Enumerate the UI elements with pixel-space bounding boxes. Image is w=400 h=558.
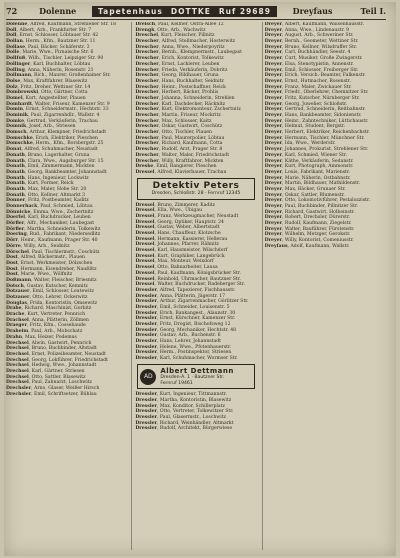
directory-entry: Drabe, Richard, Maschinist, Gorbitz xyxy=(6,306,92,312)
directory-entry: Dreyer, Otto, Lokomotivführer, Pestalozzistr. xyxy=(264,198,371,204)
directory-entry: Dreyer, Richard, Gastwirt, Holbeinstr. xyxy=(264,209,355,215)
directory-entry: Dressler, Otto, Vertreter, Tolkewitzer Str. xyxy=(135,409,234,415)
directory-entry: Dressel, Otto, Bahnarbeiter, Lausa xyxy=(135,265,218,271)
directory-entry: Dressler, Max, Konditor, Schillerplatz xyxy=(135,403,225,409)
directory-entry: Dörschel, Paul, Tischlermstr., Coschütz xyxy=(6,249,100,255)
dettmann-ad-line: Fernruf 19461 xyxy=(160,380,193,386)
directory-entry: Dolse, Max, Kraftfahrer, Blasewitz xyxy=(6,78,88,84)
directory-entry: Dressler, Fritz, Drogist, Bischofsweg 12 xyxy=(135,322,231,328)
directory-entry: Dreyer, August, Arb., Schweriner Str. xyxy=(264,33,354,39)
directory-entry: Dressel, Karl, Hausmeister, Wilschdorf xyxy=(135,248,228,254)
directory-entry: Dreyer, Johannes, Prokurist, Strehlener Str. xyxy=(264,147,369,153)
directory-entry: Dreyer, Georg, Juwelier, Schloßstr. xyxy=(264,101,348,107)
directory-entry: Dressler, Herm., Postinspektor, Striesen xyxy=(135,350,232,356)
directory-entry: Doerfel, Karl, Buchdrucker, Leuben xyxy=(6,215,91,221)
directory-entry: Donner, Fritz, Postbeamter, Kaditz xyxy=(6,198,89,204)
directory-entry: Dreyer, Ida, Wwe., Werderstr. xyxy=(264,141,336,147)
directory-entry: Drechsel, Paul, Zahnarzt, Loschwitz xyxy=(6,380,92,386)
directory-entry: Dreyer, Bruno, Kellner, Wilsdruffer Str. xyxy=(264,44,358,50)
directory-entry: Dressler, Richard, Weinhändler, Altmarkt xyxy=(135,420,234,426)
directory-entry: Dreyer, Paul, Buchbinder, Pillnitzer Str. xyxy=(264,204,359,209)
directory-entry: Dollinger, Karl, Buchhalter, Löbtau xyxy=(6,61,91,67)
directory-entry: Dressler, Emil, Schneider, Louisenstr. 5 xyxy=(135,304,230,310)
directory-entry: Dolenne, Alfred, Kaufmann, Strehlener Str. 18 xyxy=(6,22,117,27)
directory-entry: Drechsler, Arno, Glaser, Weißer Hirsch xyxy=(6,386,100,391)
directory-entry: Dotzauer, Otto, Lehrer, Ockerwitz xyxy=(6,295,88,300)
directory-entry: Drescher, Richard, Kaufmann, Cotta xyxy=(135,141,223,147)
directory-entry: Dreisch, Paul, Kellner, Ostra-Allee 12 xyxy=(135,22,224,27)
directory-entry: Dreyer, Albert, Kaufmann, Waisenhausstr. xyxy=(264,22,365,27)
directory-entry: Domke, Gertrud, Verkäuferin, Trachau xyxy=(6,118,98,124)
directory-entry: Dreyer, Käthe, Verkäuferin, Sedanstr. xyxy=(264,158,354,164)
header-ad-banner xyxy=(92,6,277,17)
directory-entry: Dressler, Helene, Wwe., Pfotenhauerstr. xyxy=(135,344,232,350)
dettmann-logo-icon: AD xyxy=(140,369,156,385)
directory-entry: Donnerhack, Paul, Schmied, Löbtau xyxy=(6,204,93,209)
directory-entry: Dreyer, Herbert, Elektriker, Reichenbachstr. xyxy=(264,130,370,136)
header-right xyxy=(293,6,386,16)
directory-entry: Dreyfaus, Adolf, Kaufmann, Wallstr. xyxy=(264,243,350,249)
directory-entry: Drengk, Otto, Arb., Wachwitz xyxy=(135,27,206,33)
directory-entry: Drescher, Max, Schlosser, Kaitz xyxy=(135,118,212,124)
directory-entry: Dreyer, Emil, Schlosser, Freiberger Str. xyxy=(264,67,359,73)
directory-entry: Dressel, Paul, Kaufmann, Königsbrücker Str. xyxy=(135,270,241,276)
directory-entry: Dost, Ernst, Werkmeister, Dölzschen xyxy=(6,260,93,266)
directory-entry: Dressel, Gustav, Weber, Albertstadt xyxy=(135,225,220,231)
column-1 xyxy=(6,22,127,550)
directory-entry: Draeger, Fritz, Kfm., Cossebaude xyxy=(6,323,86,329)
directory-entry: Drescher, Alfred, Stellmacher, Hosterwitz xyxy=(135,39,236,45)
directory-entry: Dressler, Georg, Mechaniker, Hechtstr. 48 xyxy=(135,327,237,333)
column-2 xyxy=(135,22,256,550)
directory-entry: Draheim, Paul, Arb., Mobschatz xyxy=(6,329,83,335)
directory-entry: Drescher, Oskar, Gastwirt, Coschütz xyxy=(135,124,223,130)
directory-entry: Drechsler, Emil, Schriftsetzer, Bühlau xyxy=(6,391,97,397)
directory-entry: Drechsel, Ernst, Polizeibeamter, Neustadt xyxy=(6,351,106,357)
directory-entry: Donath, Otto, Kellner, Altmarkt 3 xyxy=(6,192,86,198)
directory-entry: Drescher, Willy, Kraftfahrer, Mickten xyxy=(135,158,224,164)
detektiv-ad-subtitle: Dresden, Schloßstr. 28 · Fernruf 12345 xyxy=(151,191,241,197)
header-rule xyxy=(6,19,386,20)
directory-entry: Dreske, Emil, Rangierer, Pieschen xyxy=(135,164,217,170)
directory-entry: Donath, Georg, Bankbeamter, Johannstadt xyxy=(6,169,107,175)
left-keyword: Dolenne xyxy=(39,6,77,16)
directory-entry: Drescher, Walter, Maler, Friedrichstadt xyxy=(135,152,230,158)
directory-entry: Dreyer, Hans, Bankbeamter, Sidonienstr. xyxy=(264,113,362,118)
directory-entry: Dressler, Hans, Lehrer, Johannstadt xyxy=(135,339,222,345)
directory-entry: Drechsel, Bruno, Buchbinder, Altstadt xyxy=(6,346,97,352)
directory-entry: Dressel, Kurt, Graphiker, Langebrück xyxy=(135,253,225,259)
directory-entry: Dörr, Heinr., Kaufmann, Prager Str. 40 xyxy=(6,238,98,244)
directory-entry: Donath, Max, Maler, Hohe Str. 20 xyxy=(6,186,87,192)
directory-entry: Domschke, Erich, Elektriker, Pieschen xyxy=(6,135,98,141)
directory-entry: Dreyer, Wilhelm, Metzger, Gerokstr. xyxy=(264,232,351,238)
directory-entry: Dreyer, Curt, Musiker, Große Zwingerstr. xyxy=(264,56,363,62)
directory-entry: Domin, Ernst, Schneidermstr., Hechtstr. 33 xyxy=(6,107,109,113)
directory-entry: Dressler, Gustav, Arb., Buchenstr. 6 xyxy=(135,333,221,339)
directory-entry: Drescher, Johanna, Schneiderin, Strehlen xyxy=(135,95,235,101)
page-number: 72 xyxy=(6,6,18,16)
directory-entry: Dombrowski, Otto, Gärtner, Cotta xyxy=(6,90,88,96)
directory-entry: Dressel, Johannes, Pfarrer, Rähnitz xyxy=(135,242,219,248)
page-header xyxy=(6,4,386,18)
directory-entry: Doering, Rud., Fabrikant, Niedersedlitz xyxy=(6,232,101,238)
directory-entry: Dolz, Fritz, Dreher, Wettiner Str. 14 xyxy=(6,84,91,90)
directory-entry: Dreyer, Rudolf, Kaufmann, Ziegelstr. xyxy=(264,221,352,227)
directory-entry: Drescher, Martin, Friseur, Mockritz xyxy=(135,113,221,118)
directory-entry: Drescher, Heinr., Postschaffner, Reick xyxy=(135,84,226,90)
dettmann-ad-text xyxy=(160,367,234,386)
directory-entry: Drescher, Otto, Tischler, Plauen xyxy=(135,130,212,136)
directory-entry: Dressler, Ernst, Kürschner, Kamenzer Str. xyxy=(135,316,236,322)
directory-entry: Dotsch, Gustav, Kutscher, Kemnitz xyxy=(6,283,88,289)
directory-entry: Dörfler, Alfr., Mechaniker, Laubegast xyxy=(6,221,95,227)
column-divider xyxy=(131,22,132,550)
ad-company: Tapetenhaus xyxy=(97,6,163,16)
directory-entry: Drechsel, Alwin, Gastwirt, Pennrich xyxy=(6,340,92,346)
directory-entry: Drache, Kurt, Vertreter, Pennrich xyxy=(6,312,86,318)
directory-entry: Dolling, Anna, Näherin, Rosenstr. 21 xyxy=(6,67,94,73)
directory-entry: Dollfuß, Wilh., Tischler, Leipziger Str. 90 xyxy=(6,56,104,62)
right-keyword: Dreyfaus xyxy=(292,6,333,16)
directory-entry: Dressel, Alfred, Klavierbauer, Trachau xyxy=(135,169,227,175)
directory-entry: Dressel, Walter, Buchdrucker, Radeberger Str. xyxy=(135,282,246,288)
directory-entry: Dreyer, Helmut, Student, Bergstr. xyxy=(264,124,346,130)
ad-name: DOTTKE xyxy=(170,6,211,16)
directory-entry: Dreyer, Erich, Versich.-Beamter, Falkenstr. xyxy=(264,73,366,79)
directory-entry: Dreyer, Friedr., Oberlehrer, Chemnitzer Str. xyxy=(264,90,369,96)
directory-columns xyxy=(6,22,386,550)
directory-entry: Drechsel, Karl, Gärtner, Striesen xyxy=(6,368,85,374)
directory-entry: Dollmann, Rich., Maurer, Großenhainer Str. xyxy=(6,73,111,79)
directory-entry: Drescher, Bernh., Klempnermstr., Laubegast xyxy=(135,50,242,56)
directory-entry: Dörfler, Martha, Schneiderin, Tolkewitz xyxy=(6,226,101,232)
directory-entry: Dreyer, Gertrud, Schneiderin, Reitbahnstr. xyxy=(264,107,366,113)
directory-entry: Drescher, Karl, Dachdecker, Räcknitz xyxy=(135,101,226,107)
directory-entry: Dominik, Paul, Zigarrenhdlr., Wallstr. 4 xyxy=(6,113,100,118)
directory-entry: Dressler, Paul, Glasermstr., Loschwitz xyxy=(135,415,226,420)
dettmann-ad-line: Dresden-A. 1 · Bautzner Str. xyxy=(160,375,225,381)
directory-entry: Dressel, Hermann, Kassierer, Hellerau xyxy=(135,236,228,242)
directory-entry: Donath, Emil, Zimmermann, Mickten xyxy=(6,164,95,170)
directory-entry: Drescher, Anna, Wwe., Niederpoyritz xyxy=(135,44,225,50)
directory-entry: Donath, Clara, Wwe., Augsburger Str. 15 xyxy=(6,158,104,164)
dettmann-ad-title: Albert Dettmann xyxy=(160,367,234,376)
directory-entry: Drahn, Max, Heizer, Podemus xyxy=(6,334,77,340)
directory-entry: Dotzauer, Emil, Schlosser, Leutewitz xyxy=(6,289,94,295)
directory-entry: Dreyer, Bernh., Geometer, Wettiner Str. xyxy=(264,39,359,45)
detektiv-ad xyxy=(137,178,254,199)
directory-entry: Drescher, Frieda, Verkäuferin, Dobritz xyxy=(135,67,228,73)
directory-entry: Drescher, Paul, Maurerpolier, Löbtau xyxy=(135,135,225,141)
directory-entry: Dressler, Erich, Bankangest., Alaunstr. 30 xyxy=(135,310,236,316)
directory-entry: Dressel, Hans, Chauffeur, Klotzsche xyxy=(135,231,221,237)
directory-entry: Dörre, Willy, Arb., Seidnitz xyxy=(6,243,70,249)
directory-entry: Dreyer, Max, Bäcker, Grunaer Str. xyxy=(264,186,346,192)
directory-entry: Drescher, Ernst, Lackierer, Leuben xyxy=(135,61,220,67)
directory-entry: Dressler, Kurt, Ingenieur, Tittmannstr. xyxy=(135,392,227,398)
column-3 xyxy=(265,22,386,550)
directory-entry: Drescher, Herbert, Bäcker, Prohlis xyxy=(135,90,219,96)
section-label: Teil I. xyxy=(360,6,386,16)
directory-entry: Dreyer, Elsa, Stenotypistin, Annenstr. xyxy=(264,61,354,67)
directory-entry: Dressler, Rudolf, Architekt, Bürgerwiese xyxy=(135,426,233,432)
directory-entry: Dreyer, Kurt, Photograph, Ammonstr. xyxy=(264,164,354,170)
directory-entry: Drescher, Hans, Buchhalter, Seidnitz xyxy=(135,78,224,84)
directory-entry: Dreyer, Carl, Buchhändler, Seestr. 4 xyxy=(264,50,351,56)
directory-entry: Dreyer, Karl, Schmied, Wiener Str. xyxy=(264,152,348,158)
directory-entry: Doll, Ernst, Schlosser, Löbtauer Str. 42 xyxy=(6,33,99,39)
directory-entry: Dreyer, Oskar, Sattler, Blumenstr. xyxy=(264,192,345,198)
directory-entry: Dressler, Anna, Plätterin, Jägerstr. 17 xyxy=(135,293,226,299)
directory-entry: Drachsel, Anna, Plätterin, Zöllmen xyxy=(6,317,89,323)
directory-entry: Dressel, Franz, Werkzeugmacher, Neustadt xyxy=(135,213,239,219)
directory-entry: Drechsel, Hedwig, Wwe., Johannstadt xyxy=(6,363,97,369)
ad-phone: Ruf 29689 xyxy=(218,6,271,16)
dettmann-ad xyxy=(137,364,254,389)
directory-entry: Douglas, Frida, Kontoristin, Omsewitz xyxy=(6,300,98,306)
directory-entry: Donat, Alfred, Schuhmacher, Neustadt xyxy=(6,147,98,153)
directory-entry: Dressler, Karl, Schuhmacher, Wormser Str. xyxy=(135,356,238,362)
directory-entry: Dressel, Reinhold, Uhrmacher, Bautzner Str. xyxy=(135,276,241,282)
directory-entry: Dollan, Herm., Kfm., Bautzner Str. 11 xyxy=(6,39,96,45)
directory-entry: Doll, Albert, Arb., Frankfurter Str. 7 xyxy=(6,27,92,33)
column-divider xyxy=(262,22,263,550)
directory-entry: Dressel, Max, Monteur, Weixdorf xyxy=(135,259,214,265)
directory-entry: Dreyer, Robert, Drechsler, Dürerstr. xyxy=(264,215,351,221)
directory-entry: Domsch, Arthur, Klempner, Friedrichstadt xyxy=(6,130,107,136)
directory-entry: Domnik, Josef, Arb., Striesen xyxy=(6,124,76,130)
directory-entry: Drescher, Rudolf, Arzt, Prager Str. 8 xyxy=(135,147,223,153)
directory-entry: Dreyer, Hermann, Tischler, Münchner Str. xyxy=(264,135,365,141)
directory-entry: Dreyer, Walter, Bauführer, Fürstenstr. xyxy=(264,226,355,232)
directory-entry: Dressler, Alfred, Tapezierer, Fischhausstr. xyxy=(135,287,236,293)
directory-entry: Dolle, Marie, Wwe., Pirnaische Str. 6 xyxy=(6,50,94,56)
detektiv-ad-title: Detektiv Peters xyxy=(152,181,240,192)
directory-entry: Dreyer, Marie, Näherin, Ostbahnstr. xyxy=(264,175,351,181)
directory-entry: Dost, Hermann, Eisendreher, Naußlitz xyxy=(6,266,97,272)
directory-entry: Drescher, Georg, Bildhauer, Gruna xyxy=(135,73,219,79)
directory-entry: Dreyer, Franz, Maler, Zwickauer Str. xyxy=(264,84,352,90)
directory-entry: Dressler, Arthur, Zigarrenmacher, Görlitzer Str. xyxy=(135,299,249,305)
directory-entry: Drescher, Erich, Kontorist, Tolkewitz xyxy=(135,56,224,62)
directory-entry: Dreyer, Willy, Kontorist, Comeniusstr. xyxy=(264,238,354,244)
directory-entry: Dreyer, Louis, Fabrikant, Marienstr. xyxy=(264,169,351,175)
directory-entry: Dressler, Martha, Kontoristin, Blasewitz xyxy=(135,397,232,403)
directory-entry: Dressel, Ella, Wwe., Übigau xyxy=(135,208,203,214)
directory-entry: Dollase, Paul, Bäcker, Schäferstr. 3 xyxy=(6,44,90,50)
directory-entry: Dressel, Bruno, Zimmerer, Kaditz xyxy=(135,202,216,208)
directory-entry: Dreschel, Kurt, Fleischer, Pillnitz xyxy=(135,33,215,39)
directory-entry: Domhardt, Walter, Friseur, Kamenzer Str. 9 xyxy=(6,101,110,107)
directory-entry: Dreyer, Fritz, Kutscher, Nürnberger Str. xyxy=(264,95,360,101)
directory-entry: Donath, Hans, Ingenieur, Lockwitz xyxy=(6,175,89,181)
directory-entry: Drescher, Kurt, Elektromonteur, Zschertnitz xyxy=(135,107,241,113)
directory-entry: Donath, Bruno, Lagerhalter, Gruna xyxy=(6,152,90,158)
directory-entry: Donath, Kurt, Former, Reick xyxy=(6,181,74,187)
directory-entry: Dreyer, Anna, Wwe., Lindenaustr. 9 xyxy=(264,27,350,33)
directory-entry: Domel, Kurt, Angestellter, Plauen xyxy=(6,95,86,101)
directory-entry: Dreyer, Ernst, Hutmacher, Rosenstr. xyxy=(264,78,351,84)
directory-entry: Dreyer, Heinr., Zahntechniker, Lüttichaustr. xyxy=(264,118,369,124)
directory-entry: Dönnicke, Emma, Wwe., Zschertnitz xyxy=(6,209,94,215)
directory-entry: Dreyer, Martin, Bildhauer, Mathildenstr. xyxy=(264,181,361,187)
directory-entry: Drechsel, Otto, Sattler, Blasewitz xyxy=(6,374,86,380)
directory-entry: Domschke, Herm., Kfm., Borsbergstr. 25 xyxy=(6,141,104,147)
directory-entry: Dost, Marie, Wwe., Wölfnitz xyxy=(6,272,73,278)
directory-entry: Dressel, Georg, Optiker, Hauptstr. 24 xyxy=(135,219,224,225)
directory-entry: Dost, Alfred, Bäckermstr., Plauen xyxy=(6,255,85,261)
directory-entry: Doßmann, Walter, Fleischer, Briesnitz xyxy=(6,277,97,283)
directory-entry: Drechsel, Georg, Lokführer, Friedrichstadt xyxy=(6,357,109,363)
header-left xyxy=(6,6,76,16)
